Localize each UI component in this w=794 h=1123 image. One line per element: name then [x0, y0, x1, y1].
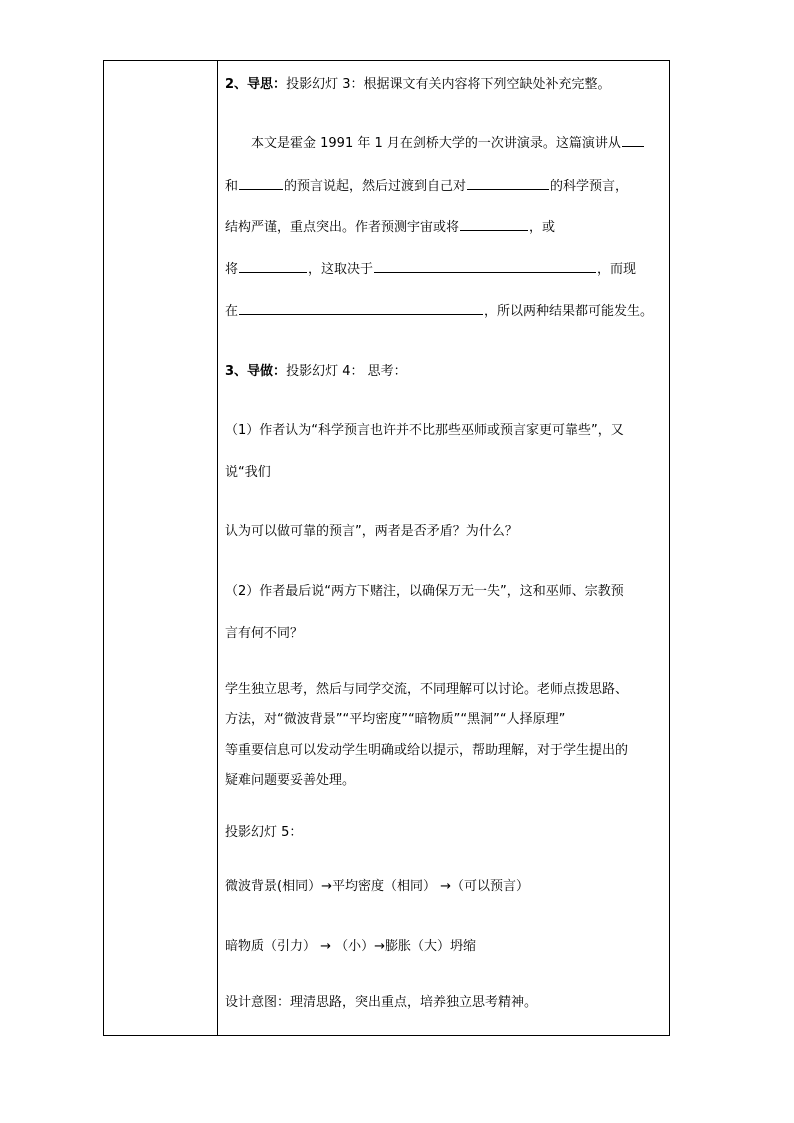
slide5-line-2: 暗物质（引力） → （小）→膨胀（大）坍缩 — [225, 939, 477, 954]
section3-heading-label: 导做： — [247, 364, 287, 379]
fill-in-text-3b: ，或 — [529, 220, 556, 235]
blank-2 — [239, 177, 283, 190]
fill-in-text-4c: ，而现 — [597, 262, 637, 277]
section2-text: 投影幻灯 3：根据课文有关内容将下列空缺处补充完整。 — [286, 77, 611, 92]
question-2-line-2: 言有何不同？ — [225, 626, 304, 641]
question-1-line-2: 说“我们 — [225, 465, 271, 480]
fill-in-text-4a: 将 — [225, 262, 239, 277]
fill-in-text-2b: 的预言说起，然后过渡到自己对 — [284, 179, 467, 194]
fill-in-text-5a: 在 — [225, 304, 239, 319]
question-1-line-1: （1）作者认为“科学预言也许并不比那些巫师或预言家更可靠些”，又 — [225, 423, 624, 438]
fill-in-text-2a: 和 — [225, 179, 239, 194]
section2-heading — [225, 76, 610, 94]
guidance-line-2: 方法，对“微波背景”“平均密度”“暗物质”“黑洞”“人择原理” — [225, 712, 566, 727]
section2-heading-label: 导思： — [247, 77, 287, 92]
blank-7 — [239, 302, 483, 315]
guidance-line-3: 等重要信息可以发动学生明确或给以提示，帮助理解，对于学生提出的 — [225, 743, 629, 758]
blank-3 — [467, 177, 549, 190]
question-1-line-3: 认为可以做可靠的预言”，两者是否矛盾？为什么？ — [225, 524, 518, 539]
fill-in-line-5 — [225, 302, 653, 321]
lesson-table — [103, 60, 670, 1036]
fill-in-line-3 — [225, 218, 555, 237]
section3-heading — [225, 363, 407, 381]
guidance-line-1: 学生独立思考，然后与同学交流，不同理解可以讨论。老师点拨思路、 — [225, 682, 629, 697]
question-2-line-1: （2）作者最后说“两方下赌注，以确保万无一失”，这和巫师、宗教预 — [225, 584, 624, 599]
section2-heading-num: 2、 — [225, 77, 248, 92]
blank-6 — [374, 260, 596, 273]
fill-in-text-3a: 结构严谨，重点突出。作者预测宇宙或将 — [225, 220, 460, 235]
slide5-line-1: 微波背景(相同）→平均密度（相同） →（可以预言） — [225, 879, 529, 894]
blank-1 — [622, 134, 644, 147]
fill-in-text-2c: 的科学预言， — [550, 179, 629, 194]
fill-in-text-4b: ，这取决于 — [308, 262, 374, 277]
section3-text: 投影幻灯 4： 思考： — [286, 364, 407, 379]
fill-in-line-4 — [225, 260, 636, 279]
slide5-title: 投影幻灯 5： — [225, 825, 303, 840]
column-divider — [217, 61, 218, 1035]
fill-in-line-1 — [251, 134, 645, 153]
blank-4 — [460, 218, 528, 231]
fill-in-text-5b: ，所以两种结果都可能发生。 — [484, 304, 654, 319]
guidance-line-4: 疑难问题要妥善处理。 — [225, 773, 356, 788]
section3-heading-num: 3、 — [225, 364, 248, 379]
fill-in-line-2 — [225, 177, 628, 196]
blank-5 — [239, 260, 307, 273]
design-intent: 设计意图：理清思路，突出重点，培养独立思考精神。 — [225, 995, 538, 1010]
fill-in-text-1: 本文是霍金 1991 年 1 月在剑桥大学的一次讲演录。这篇演讲从 — [251, 136, 621, 151]
